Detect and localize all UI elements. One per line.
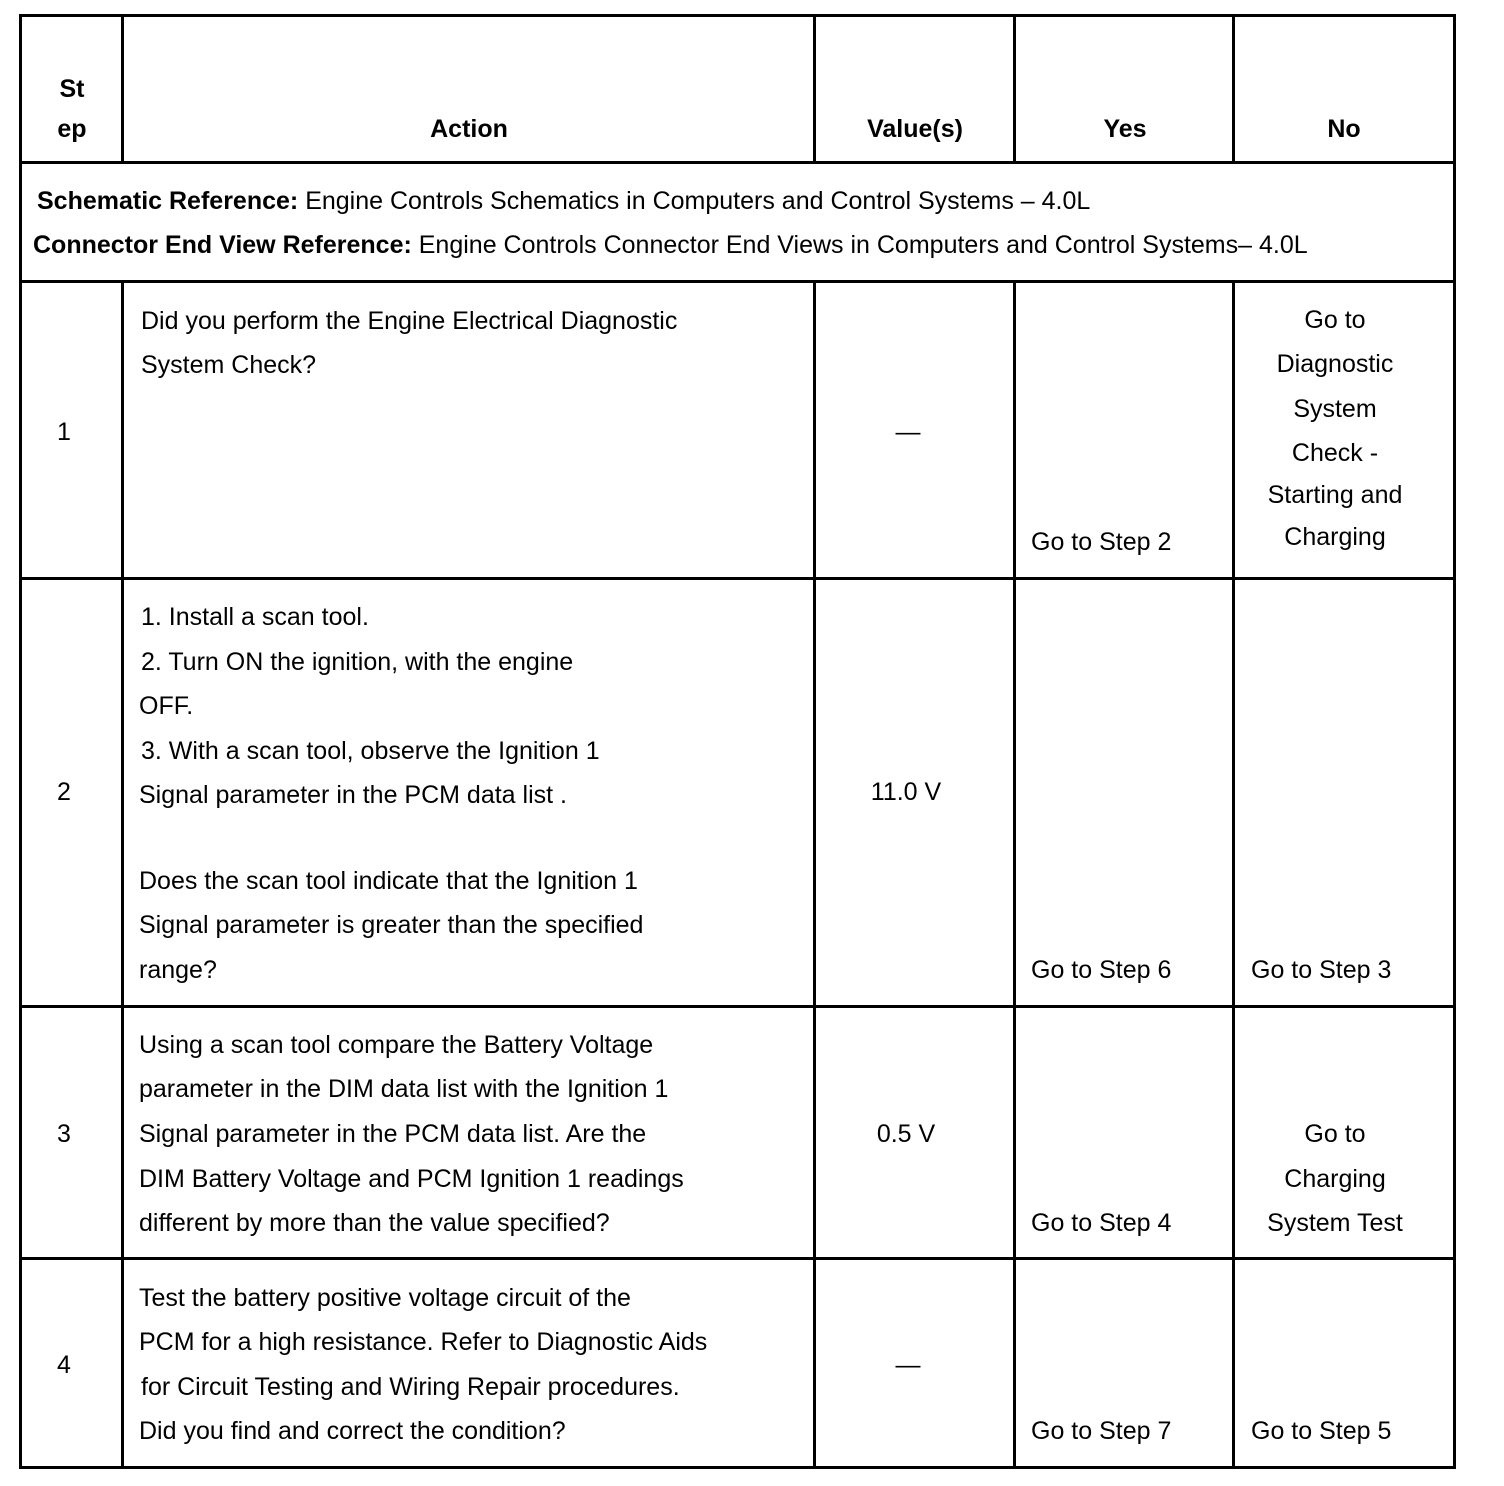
row1-step: 1 [57, 418, 71, 446]
schematic-reference-label: Schematic Reference: [37, 187, 299, 215]
row2-action-line1: 1. Install a scan tool. [141, 603, 369, 631]
row3-step: 3 [57, 1120, 71, 1148]
row1-no-line4: Check - [1291, 439, 1379, 467]
row4-action-line1: Test the battery positive voltage circuit of the [139, 1284, 631, 1312]
row2-yes: Go to Step 6 [1031, 956, 1172, 984]
connector-reference-text: Engine Controls Connector End Views in Computers and Control Systems– 4.0L [418, 231, 1308, 259]
header-yes: Yes [1103, 115, 1147, 143]
row2-value: 11.0 V [870, 778, 942, 806]
rule-row1-bottom [19, 577, 1456, 580]
row1-no-line6: Charging [1284, 523, 1386, 551]
row3-no-line3: System Test [1267, 1209, 1403, 1237]
row3-action-line4: DIM Battery Voltage and PCM Ignition 1 readings [139, 1165, 684, 1193]
row2-step: 2 [57, 778, 71, 806]
rule-right [1453, 14, 1456, 1469]
header-values: Value(s) [867, 115, 963, 143]
row3-action-line3: Signal parameter in the PCM data list. Are the [139, 1120, 647, 1148]
row3-yes: Go to Step 4 [1031, 1209, 1172, 1237]
row4-no: Go to Step 5 [1251, 1417, 1392, 1445]
row4-action-line4: Did you find and correct the condition? [139, 1417, 566, 1445]
schematic-reference [37, 179, 1090, 223]
connector-reference [33, 223, 1308, 267]
row3-action-line5: different by more than the value specified? [139, 1209, 610, 1237]
connector-reference-label: Connector End View Reference: [33, 231, 412, 259]
row1-no-line5: Starting and [1267, 481, 1403, 509]
rule-top [19, 14, 1456, 17]
col-divider-3-body [1013, 280, 1016, 1469]
row1-action-line2: System Check? [141, 351, 317, 379]
row4-action-line2: PCM for a high resistance. Refer to Diagnostic Aids [139, 1328, 708, 1356]
header-step-line1: St [59, 75, 85, 103]
rule-row3-bottom [19, 1257, 1456, 1260]
row3-action-line1: Using a scan tool compare the Battery Voltage [139, 1031, 654, 1059]
rule-header-bottom [19, 161, 1456, 164]
row3-action-line2: parameter in the DIM data list with the Ignition 1 [139, 1075, 669, 1103]
row2-action-line2: 2. Turn ON the ignition, with the engine [141, 648, 574, 676]
header-action: Action [430, 115, 508, 143]
col-divider-2-body [813, 280, 816, 1469]
row2-action-line7: Does the scan tool indicate that the Ignition 1 [139, 867, 638, 895]
row4-value: — [895, 1351, 921, 1379]
row4-action-line3: for Circuit Testing and Wiring Repair procedures. [141, 1373, 680, 1401]
row1-yes: Go to Step 2 [1031, 528, 1172, 556]
header-no: No [1327, 115, 1361, 143]
rule-row2-bottom [19, 1005, 1456, 1008]
row1-no-line2: Diagnostic [1276, 350, 1394, 378]
row2-no: Go to Step 3 [1251, 956, 1392, 984]
rule-left [19, 14, 22, 1469]
header-step-line2: ep [57, 115, 87, 143]
rule-reference-bottom [19, 280, 1456, 283]
row1-action-line1: Did you perform the Engine Electrical Diagnostic [141, 307, 678, 335]
row1-value: — [895, 418, 921, 446]
schematic-reference-text: Engine Controls Schematics in Computers and Control Systems – 4.0L [305, 187, 1091, 215]
row3-no-line2: Charging [1284, 1165, 1386, 1193]
row1-no-line3: System [1293, 395, 1377, 423]
row2-action-line4: 3. With a scan tool, observe the Ignition 1 [141, 737, 600, 765]
col-divider-1-body [121, 280, 124, 1469]
row4-step: 4 [57, 1351, 71, 1379]
row2-action-line9: range? [139, 956, 217, 984]
row1-no-line1: Go to [1304, 306, 1366, 334]
row2-action-line3: OFF. [139, 692, 194, 720]
row4-yes: Go to Step 7 [1031, 1417, 1172, 1445]
row3-value: 0.5 V [876, 1120, 936, 1148]
row2-action-line5: Signal parameter in the PCM data list . [139, 781, 567, 809]
rule-bottom [19, 1466, 1456, 1469]
row3-no-line1: Go to [1304, 1120, 1366, 1148]
row2-action-line8: Signal parameter is greater than the specified [139, 911, 644, 939]
